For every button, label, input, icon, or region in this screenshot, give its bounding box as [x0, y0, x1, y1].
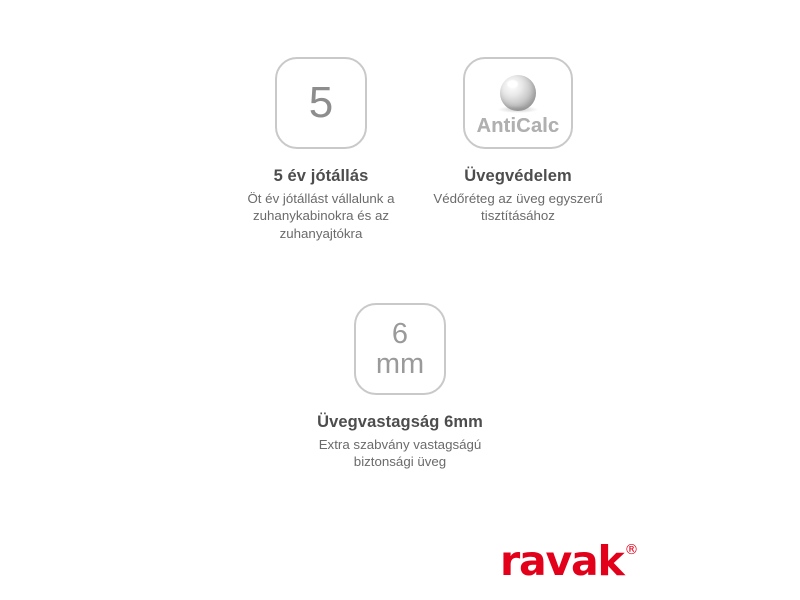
badge-anticalc-label: AntiCalc [465, 115, 571, 138]
water-drop-shadow [498, 106, 538, 113]
feature-glass-protection [410, 57, 626, 225]
brand-name: ravak [500, 537, 624, 585]
feature-glass-thickness-title: Üvegvastagság 6mm [317, 413, 483, 431]
badge-warranty [275, 57, 367, 149]
feature-warranty-description: Öt év jótállást vállalunk a zuhanykabinokra és az zuhanyajtókra [247, 190, 395, 241]
feature-glass-thickness-description: Extra szabvány vastagságú biztonsági üveg [318, 436, 482, 470]
feature-glass-protection-description: Védőréteg az üveg egyszerű tisztításához [433, 190, 603, 224]
feature-glass-protection-title: Üvegvédelem [464, 167, 572, 185]
feature-warranty-title: 5 év jótállás [273, 167, 369, 185]
brand-logo [500, 537, 639, 585]
registered-trademark-icon: ® [624, 542, 639, 558]
badge-thickness-line1: 6 [391, 317, 409, 350]
feature-glass-thickness [292, 303, 508, 471]
badge-warranty-value: 5 [308, 78, 334, 127]
badge-thickness-line2: mm [375, 348, 425, 380]
feature-warranty [213, 57, 429, 242]
badge-anticalc [463, 57, 573, 149]
badge-thickness [354, 303, 446, 395]
